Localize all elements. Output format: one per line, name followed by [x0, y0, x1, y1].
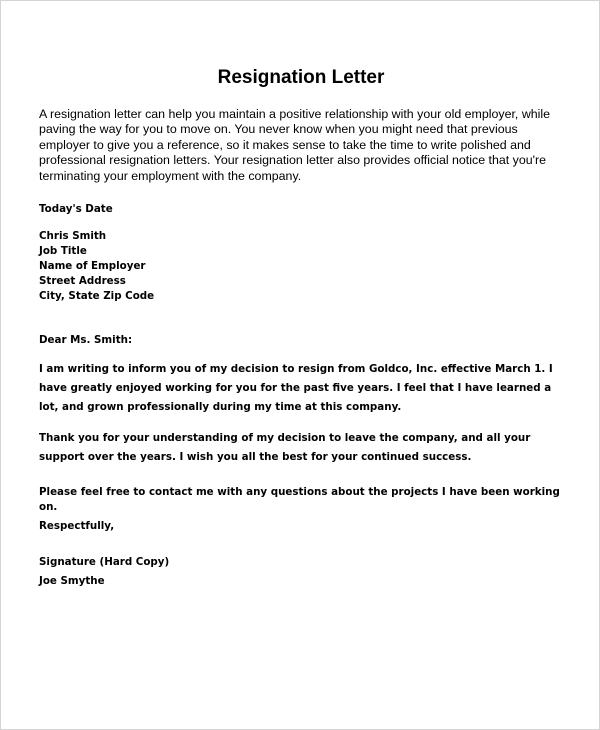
letter-paragraph-2: Thank you for your understanding of my decision to leave the company, and all your support over the years. I wish you all the best for your continued success.: [39, 432, 531, 463]
salutation: Dear Ms. Smith:: [39, 334, 133, 346]
letter-paragraph-3: Please feel free to contact me with any questions about the projects I have been working on.: [39, 486, 560, 513]
closing: Respectfully,: [39, 520, 115, 532]
recipient-employer: Name of Employer: [39, 260, 146, 272]
intro-paragraph: [39, 107, 567, 184]
intro-first-line: A resignation letter can help you maintain a positive relationship with your old employer, while: [39, 107, 551, 121]
letter-date: Today's Date: [39, 203, 113, 215]
signature-label: Signature (Hard Copy): [39, 556, 170, 568]
sender-name: Joe Smythe: [39, 575, 105, 587]
recipient-street: Street Address: [39, 275, 126, 287]
recipient-job-title: Job Title: [39, 245, 87, 257]
intro-rest: paving the way for you to move on. You never know when you might need that previous employer to give you a reference, so it makes sense to take the time to write polished and professional resignation letters. Your resignation letter also provides official notice that you're terminating your employment with the company.: [39, 122, 547, 183]
recipient-city: City, State Zip Code: [39, 290, 155, 302]
letter-paragraph-1: I am writing to inform you of my decision to resign from Goldco, Inc. effective March 1. I have greatly enjoyed working for you for the past five years. I feel that I have learned a lot, and grown professionally during my time at this company.: [39, 363, 553, 413]
recipient-block: [39, 229, 569, 304]
recipient-name: Chris Smith: [39, 230, 107, 242]
document-title: Resignation Letter: [217, 67, 385, 88]
